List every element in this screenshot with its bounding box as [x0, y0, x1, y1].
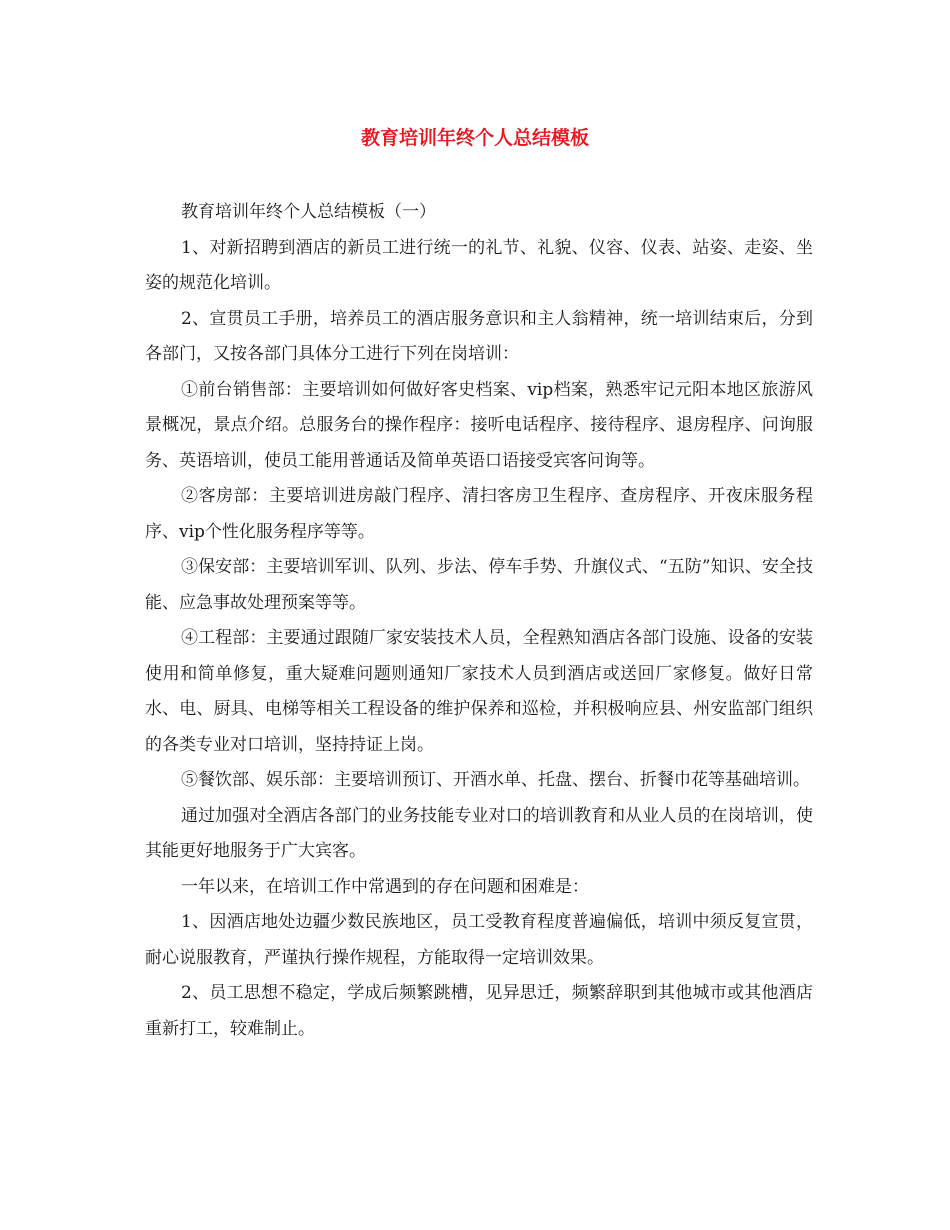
- paragraph-security: ③保安部：主要培训军训、队列、步法、停车手势、升旗仪式、“五防”知识、安全技能、应急事故处理预案等等。: [145, 557, 813, 613]
- document-body: [145, 195, 813, 1047]
- paragraph-catering: ⑤餐饮部、娱乐部：主要培训预订、开酒水单、托盘、摆台、折餐巾花等基础培训。: [181, 770, 810, 790]
- paragraph-item-2: 2、宣贯员工手册，培养员工的酒店服务意识和主人翁精神，统一培训结束后，分到各部门，又按各部门具体分工进行下列在岗培训：: [145, 308, 813, 364]
- paragraph-front-desk: ①前台销售部：主要培训如何做好客史档案、vip档案，熟悉牢记元阳本地区旅游风景概况，景点介绍。总服务台的操作程序：接听电话程序、接待程序、退房程序、问询服务、英语培训，使员工能用普通话及简单英语口语接受宾客问询等。: [145, 379, 813, 471]
- paragraph-summary: 通过加强对全酒店各部门的业务技能专业对口的培训教育和从业人员的在岗培训，使其能更好地服务于广大宾客。: [145, 805, 813, 861]
- paragraph-item-1: 1、对新招聘到酒店的新员工进行统一的礼节、礼貌、仪容、仪表、站姿、走姿、坐姿的规范化培训。: [145, 237, 813, 293]
- paragraph-problem-1: 1、因酒店地处边疆少数民族地区，员工受教育程度普遍偏低，培训中须反复宣贯，耐心说服教育，严谨执行操作规程，方能取得一定培训效果。: [145, 912, 813, 968]
- document-title: 教育培训年终个人总结模板: [360, 127, 589, 149]
- paragraph-subtitle: 教育培训年终个人总结模板（一）: [181, 202, 436, 222]
- paragraph-housekeeping: ②客房部：主要培训进房敲门程序、清扫客房卫生程序、查房程序、开夜床服务程序、vip个性化服务程序等等。: [145, 486, 813, 542]
- paragraph-problem-2: 2、员工思想不稳定，学成后频繁跳槽，见异思迁，频繁辞职到其他城市或其他酒店重新打工，较难制止。: [145, 983, 813, 1039]
- paragraph-engineering: ④工程部：主要通过跟随厂家安装技术人员，全程熟知酒店各部门设施、设备的安装使用和简单修复，重大疑难问题则通知厂家技术人员到酒店或送回厂家修复。做好日常水、电、厨具、电梯等相关工程设备的维护保养和巡检，并积极响应县、州安监部门组织的各类专业对口培训，坚持持证上岗。: [145, 628, 813, 755]
- paragraph-problems-intro: 一年以来，在培训工作中常遇到的存在问题和困难是：: [181, 876, 589, 897]
